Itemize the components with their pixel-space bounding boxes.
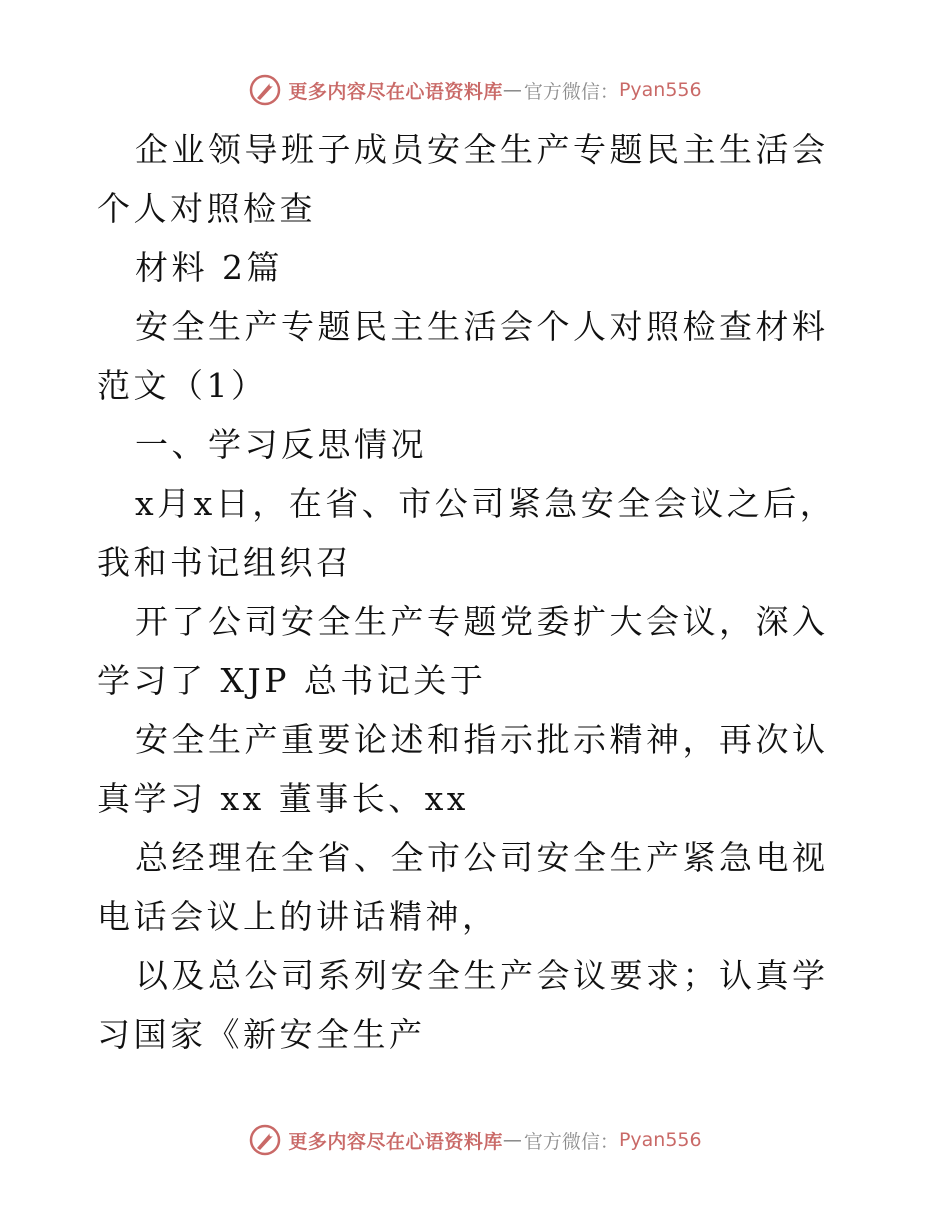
body-paragraph: 开了公司安全生产专题党委扩大会议，深入学习了 XJP 总书记关于 — [97, 602, 829, 700]
watermark-brand: 更多内容尽在心语资料库 — [288, 80, 503, 103]
body-paragraph: 总经理在全省、全市公司安全生产紧急电视电话会议上的讲话精神， — [97, 838, 829, 936]
watermark-separator: — — [502, 79, 524, 101]
watermark-wechat-account: Pyan556 — [618, 79, 702, 101]
watermark-wechat-label: 官方微信： — [523, 80, 619, 103]
section-heading-sample: 安全生产专题民主生活会个人对照检查材料范文（1） — [97, 307, 829, 405]
body-paragraph: 以及总公司系列安全生产会议要求；认真学习国家《新安全生产 — [97, 956, 829, 1054]
document-body — [97, 120, 857, 1064]
watermark-footer — [0, 1120, 950, 1160]
section-heading-1: 一、学习反思情况 — [135, 425, 427, 464]
watermark-brand: 更多内容尽在心语资料库 — [288, 1130, 503, 1153]
pen-logo-icon — [248, 73, 282, 107]
watermark-wechat-label: 官方微信： — [523, 1130, 619, 1153]
watermark-header — [0, 70, 950, 110]
watermark-wechat-account: Pyan556 — [618, 1129, 702, 1151]
body-paragraph: x月x日，在省、市公司紧急安全会议之后，我和书记组织召 — [97, 484, 837, 582]
document-title-line-1: 企业领导班子成员安全生产专题民主生活会个人对照检查 — [97, 130, 829, 228]
pen-logo-icon — [248, 1123, 282, 1157]
document-title-line-2: 材料 2篇 — [135, 248, 283, 287]
watermark-separator: — — [502, 1129, 524, 1151]
body-paragraph: 安全生产重要论述和指示批示精神，再次认真学习 xx 董事长、xx — [97, 720, 829, 818]
